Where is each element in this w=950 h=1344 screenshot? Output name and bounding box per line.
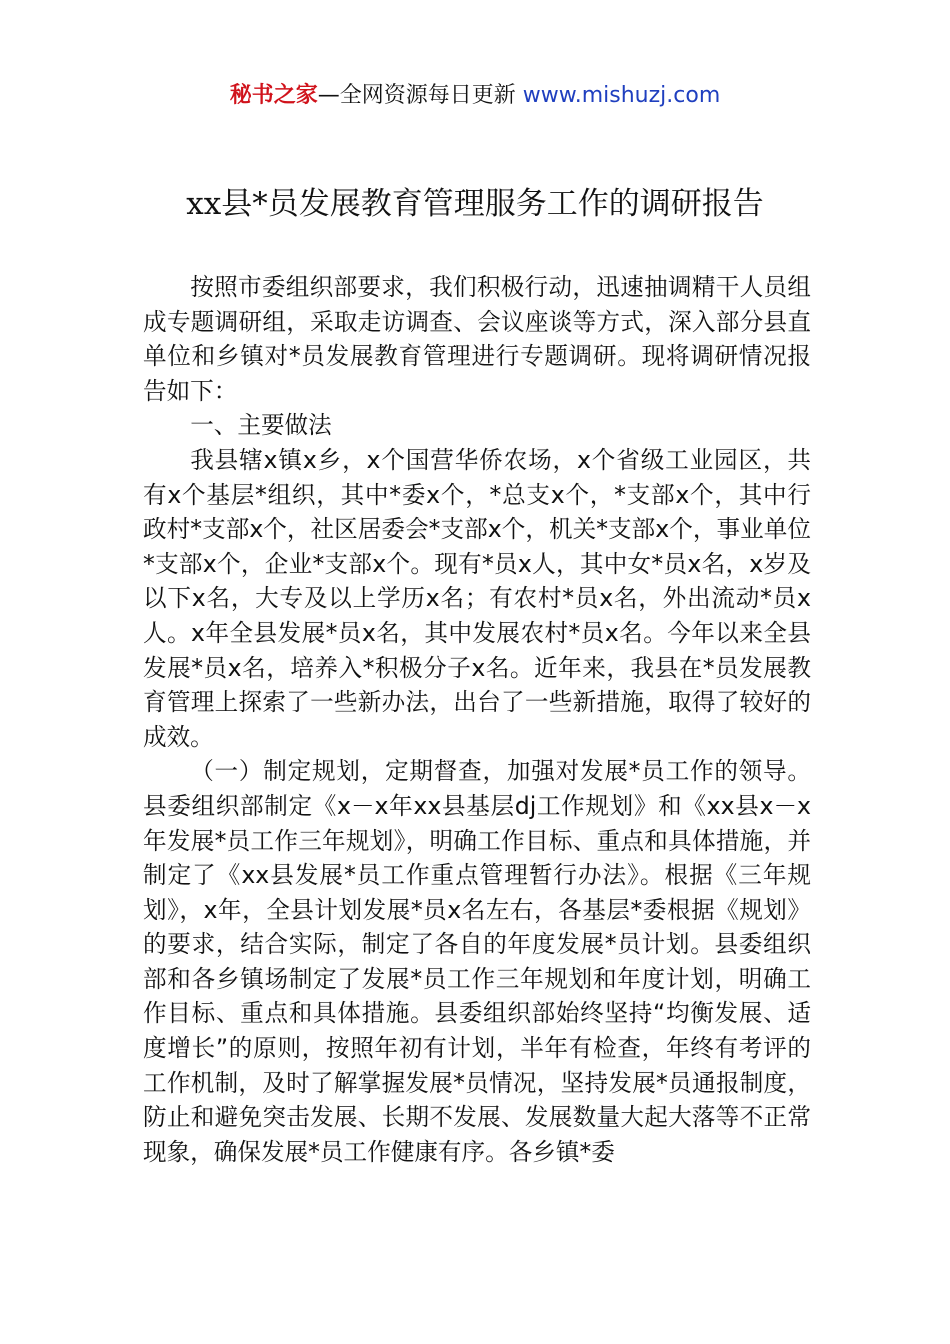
subsection-paragraph: （一）制定规划，定期督查，加强对发展*员工作的领导。县委组织部制定《x－x年xx县基层dj工作规划》和《xx县x－x年发展*员工作三年规划》，明确工作目标、重点和具体措施，并制定了《xx县发展*员工作重点管理暂行办法》。根据《三年规划》，x年，全县计划发展*员x名左右，各基层*委根据《规划》的要求，结合实际，制定了各自的年度发展*员计划。县委组织部和各乡镇场制定了发展*员工作三年规划和年度计划，明确工作目标、重点和具体措施。县委组织部始终坚持“均衡发展、适度增长”的原则，按照年初有计划，半年有检查，年终有考评的工作机制，及时了解掌握发展*员情况，坚持发展*员通报制度，防止和避免突击发展、长期不发展、发展数量大起大落等不正常现象，确保发展*员工作健康有序。各乡镇*委 [143, 757, 811, 1166]
site-banner [0, 80, 950, 112]
site-url-link[interactable]: www.mishuzj.com [522, 83, 721, 108]
brand-name: 秘书之家 [229, 83, 318, 108]
banner-tagline: —全网资源每日更新 [317, 83, 523, 108]
overview-paragraph: 我县辖x镇x乡，x个国营华侨农场，x个省级工业园区，共有x个基层*组织，其中*委x个，*总支x个，*支部x个，其中行政村*支部x个，社区居委会*支部x个，机关*支部x个，事业单位*支部x个，企业*支部x个。现有*员x人，其中女*员x名，x岁及以下x名，大专及以上学历x名；有农村*员x名，外出流动*员x人。x年全县发展*员x名，其中发展农村*员x名。今年以来全县发展*员x名，培养入*积极分子x名。近年来，我县在*员发展教育管理上探索了一些新办法，出台了一些新措施，取得了较好的成效。 [143, 445, 811, 751]
document-title: xx县*员发展教育管理服务工作的调研报告 [186, 186, 764, 222]
intro-paragraph: 按照市委组织部要求，我们积极行动，迅速抽调精干人员组成专题调研组，采取走访调查、会议座谈等方式，深入部分县直单位和乡镇对*员发展教育管理进行专题调研。现将调研情况报告如下： [143, 273, 811, 405]
section-heading: 一、主要做法 [190, 411, 332, 440]
document-body [143, 270, 811, 1169]
